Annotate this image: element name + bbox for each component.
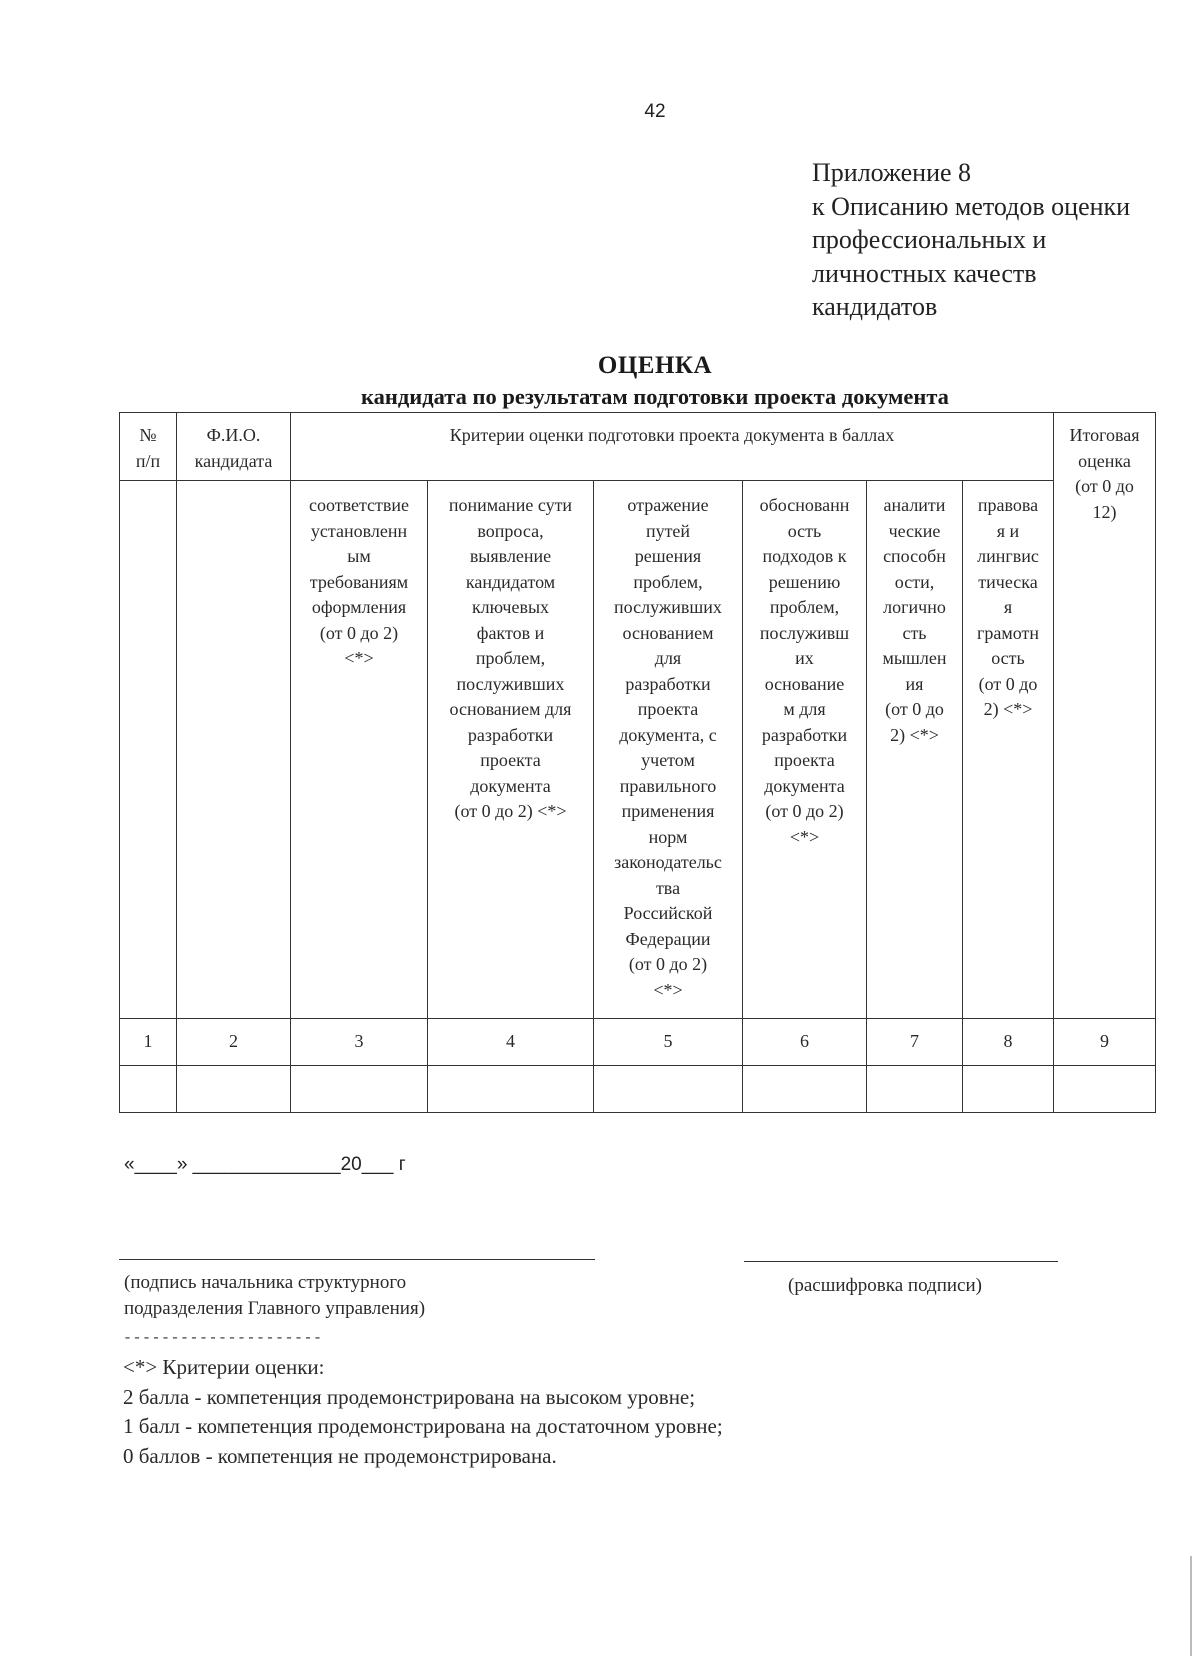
data-cell-blank[interactable] xyxy=(1054,1066,1156,1113)
column-number: 8 xyxy=(963,1019,1054,1066)
data-cell-blank[interactable] xyxy=(291,1066,428,1113)
column-number: 2 xyxy=(177,1019,291,1066)
cell-blank xyxy=(177,481,291,1019)
column-number: 4 xyxy=(428,1019,594,1066)
data-cell-blank[interactable] xyxy=(428,1066,594,1113)
data-cell-blank[interactable] xyxy=(120,1066,177,1113)
scan-edge-mark xyxy=(1190,1556,1192,1656)
appendix-line: к Описанию методов оценки xyxy=(812,191,1131,221)
column-number: 6 xyxy=(743,1019,867,1066)
cell-blank xyxy=(120,481,177,1019)
footnote-line: 0 баллов - компетенция не продемонстрирована. xyxy=(123,1443,557,1468)
column-number: 9 xyxy=(1054,1019,1156,1066)
appendix-line: Приложение 8 xyxy=(812,158,972,187)
footnote-separator: --------------------- xyxy=(123,1330,323,1347)
data-cell-blank[interactable] xyxy=(177,1066,291,1113)
footnote-line: 2 балла - компетенция продемонстрирована на высоком уровне; xyxy=(123,1384,696,1409)
name-decoding-label: (расшифровка подписи) xyxy=(788,1275,982,1296)
appendix-line: кандидатов xyxy=(812,292,938,321)
criterion-solutions: отражение путей решения проблем, послуживших основанием для разработки проекта документа, с учетом правильного применения норм законодательс тва Российской Федерации (от 0 до 2) <*> xyxy=(594,481,743,1019)
footnotes xyxy=(123,1353,723,1471)
data-cell-blank[interactable] xyxy=(594,1066,743,1113)
header-number: № п/п xyxy=(120,413,177,481)
evaluation-table xyxy=(119,412,1156,1113)
criterion-understanding: понимание сути вопроса, выявление кандидатом ключевых фактов и проблем, послуживших основанием для разработки проекта документа (от 0 до 2) <*> xyxy=(428,481,594,1019)
data-cell-blank[interactable] xyxy=(867,1066,963,1113)
criterion-justification: обоснованн ость подходов к решению проблем, послуживш их основание м для разработки проекта документа (от 0 до 2) <*> xyxy=(743,481,867,1019)
criterion-analytics: аналити ческие способн ости, логично сть мышлен ия (от 0 до 2) <*> xyxy=(867,481,963,1019)
name-decoding-line xyxy=(744,1261,1058,1262)
column-number: 5 xyxy=(594,1019,743,1066)
signature-label: (подпись начальника структурного подразделения Главного управления) xyxy=(124,1272,426,1319)
document-title: ОЦЕНКА xyxy=(597,352,713,379)
appendix-reference xyxy=(812,156,1130,324)
appendix-line: личностных качеств xyxy=(812,258,1037,288)
document-subtitle: кандидата по результатам подготовки проекта документа xyxy=(361,384,949,409)
appendix-line: профессиональных и xyxy=(812,225,1047,254)
data-cell-blank[interactable] xyxy=(743,1066,867,1113)
page-number: 42 xyxy=(644,101,666,122)
column-number: 1 xyxy=(120,1019,177,1066)
footnote-line: 1 балл - компетенция продемонстрирована на достаточном уровне; xyxy=(123,1414,723,1438)
header-criteria: Критерии оценки подготовки проекта документа в баллах xyxy=(291,413,1054,481)
footnote-line: <*> Критерии оценки: xyxy=(123,1355,325,1379)
data-cell-blank[interactable] xyxy=(963,1066,1054,1113)
criterion-literacy: правова я и лингвис тическа я грамотн ость (от 0 до 2) <*> xyxy=(963,481,1054,1019)
header-name: Ф.И.О. кандидата xyxy=(177,413,291,481)
column-number: 3 xyxy=(291,1019,428,1066)
date-line: «____» ______________20___ г xyxy=(124,1154,406,1175)
signature-line xyxy=(119,1259,595,1260)
criterion-formatting: соответствие установленн ым требованиям оформления (от 0 до 2) <*> xyxy=(291,481,428,1019)
column-number: 7 xyxy=(867,1019,963,1066)
header-total-score: Итоговая оценка (от 0 до 12) xyxy=(1054,413,1156,1019)
